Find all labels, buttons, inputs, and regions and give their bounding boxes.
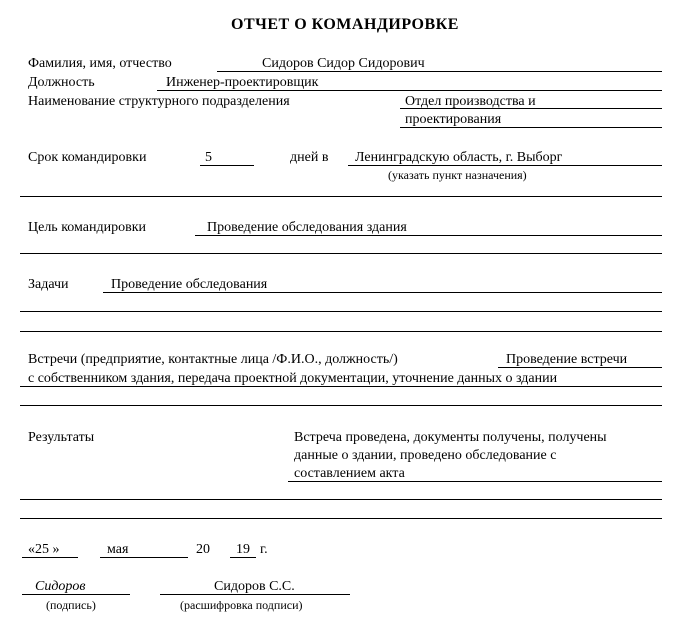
results-label: Результаты [28,430,95,445]
results-line3: составлением акта [294,466,405,481]
date-month-underline [100,557,188,558]
goal-value: Проведение обследования здания [207,220,407,235]
date-year-prefix: 20 [196,542,210,557]
meetings-value-line2: с собственником здания, передача проектной документации, уточнение данных о здании [28,371,558,386]
results-line1: Встреча проведена, документы получены, получены [294,430,607,445]
destination-value: Ленинградскую область, г. Выборг [355,150,563,165]
meetings-underline-2 [20,386,662,387]
dept-value-line2: проектирования [405,112,502,127]
dept-value-line1: Отдел производства и [405,94,536,109]
dept-label: Наименование структурного подразделения [28,94,290,109]
date-day-underline [22,557,78,558]
dept-underline-1 [400,108,662,109]
destination-hint: (указать пункт назначения) [388,168,527,182]
results-underline [288,481,662,482]
fio-label: Фамилия, имя, отчество [28,56,172,71]
signature-decoded-hint: (расшифровка подписи) [180,598,303,612]
signature: Сидоров [35,579,86,594]
term-label: Срок командировки [28,150,147,165]
meetings-label: Встречи (предприятие, контактные лица /Ф.И.О., должность/) [28,352,398,367]
signature-decoded: Сидоров С.С. [214,579,295,594]
signature-underline [22,594,130,595]
dept-underline-2 [400,127,662,128]
results-line2: данные о здании, проведено обследование с [294,448,557,463]
date-year-underline [230,557,256,558]
fio-value: Сидоров Сидор Сидорович [262,56,425,71]
days-in-label: дней в [290,150,329,165]
blank-line [20,405,662,406]
position-underline [157,90,662,91]
blank-line [20,518,662,519]
position-value: Инженер-проектировщик [166,75,319,90]
blank-line [20,499,662,500]
tasks-value: Проведение обследования [111,277,268,292]
date-year-suffix: 19 [236,542,250,557]
date-day: «25 » [28,542,60,557]
date-year-unit: г. [260,542,268,557]
goal-label: Цель командировки [28,220,147,235]
signature-decoded-underline [160,594,350,595]
blank-line [20,253,662,254]
date-month: мая [107,542,129,557]
blank-line [20,331,662,332]
meetings-underline-1 [498,367,662,368]
page-title: ОТЧЕТ О КОМАНДИРОВКЕ [231,16,459,33]
goal-underline [195,235,662,236]
meetings-value-line1: Проведение встречи [506,352,628,367]
signature-hint: (подпись) [46,598,96,612]
tasks-underline [103,292,662,293]
blank-line [20,311,662,312]
destination-underline [348,165,662,166]
tasks-label: Задачи [28,277,69,292]
term-days-underline [200,165,254,166]
fio-underline [217,71,662,72]
position-label: Должность [28,75,95,90]
blank-line [20,196,662,197]
term-days: 5 [205,150,212,165]
